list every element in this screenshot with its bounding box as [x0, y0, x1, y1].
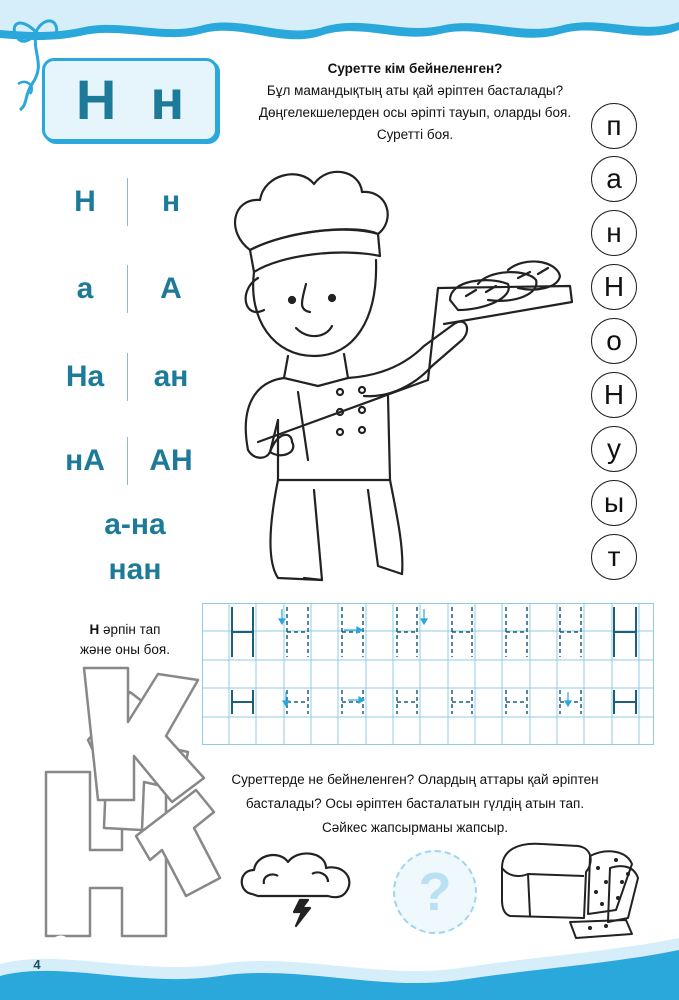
letter-circle[interactable]: Н — [591, 264, 637, 310]
pair-right: н — [161, 185, 181, 218]
find-line2: және оны боя. — [80, 642, 170, 657]
bottom-wave-decoration — [0, 930, 679, 1000]
instructions-line3: Суретті боя. — [376, 127, 454, 142]
pair-left: На — [65, 360, 105, 393]
pair-right: АН — [149, 444, 193, 477]
bread-loaf-illustration — [498, 838, 646, 944]
pair-row — [50, 439, 220, 483]
letter-circle[interactable]: у — [591, 426, 637, 472]
pair-left: нА — [65, 444, 105, 477]
find-letter-instruction — [50, 620, 200, 660]
pair-row — [50, 355, 220, 399]
bottom-line2: басталады? Осы әріптен басталатын гүлдің атын тап. — [245, 796, 585, 811]
instructions-line2: Дөңгелекшелерден осы әріпті тауып, оларды боя. — [258, 105, 572, 120]
letter-circle[interactable]: п — [591, 103, 637, 149]
instructions — [230, 58, 600, 146]
find-line1: әрпін тап — [99, 622, 161, 637]
instructions-line1: Бұл мамандықтың аты қай әріптен басталады? — [266, 83, 564, 98]
pair-row — [50, 267, 220, 311]
letter-circle[interactable]: н — [591, 210, 637, 256]
pair-divider — [127, 178, 128, 226]
question-mark-icon: ? — [418, 862, 452, 922]
letter-upper: Н — [75, 68, 117, 131]
pair-row — [50, 180, 220, 224]
outline-letters-decoration — [38, 660, 228, 945]
pair-right: А — [160, 272, 182, 305]
letter-circle[interactable]: о — [591, 318, 637, 364]
chef-illustration — [218, 160, 588, 585]
pair-divider — [127, 353, 128, 401]
page-number: 4 — [33, 957, 41, 972]
letter-badge — [42, 58, 218, 142]
bottom-line3: Сәйкес жапсырманы жапсыр. — [322, 820, 508, 835]
letter-circle[interactable]: ы — [591, 480, 637, 526]
pair-divider — [127, 437, 128, 485]
letter-circle[interactable]: т — [591, 534, 637, 580]
instructions-title: Суретте кім бейнеленген? — [327, 61, 503, 76]
pair-divider — [127, 265, 128, 313]
bottom-instructions — [220, 768, 610, 840]
pair-left: Н — [74, 185, 96, 218]
bottom-line1: Суреттерде не бейнеленген? Олардың аттары қай әріптен — [231, 772, 599, 787]
syllable: нан — [108, 553, 162, 586]
letter-circle[interactable]: Н — [591, 372, 637, 418]
pair-right: ан — [153, 360, 189, 393]
pair-left: а — [76, 272, 94, 305]
top-wave-decoration — [0, 0, 679, 58]
sticker-placeholder[interactable] — [393, 850, 477, 934]
letter-lower: н — [150, 68, 185, 131]
find-letter: Н — [89, 622, 100, 637]
letter-circle[interactable]: а — [591, 156, 637, 202]
writing-practice-grid[interactable] — [202, 603, 654, 745]
thundercloud-illustration — [238, 846, 358, 930]
syllable: а-на — [104, 508, 166, 541]
